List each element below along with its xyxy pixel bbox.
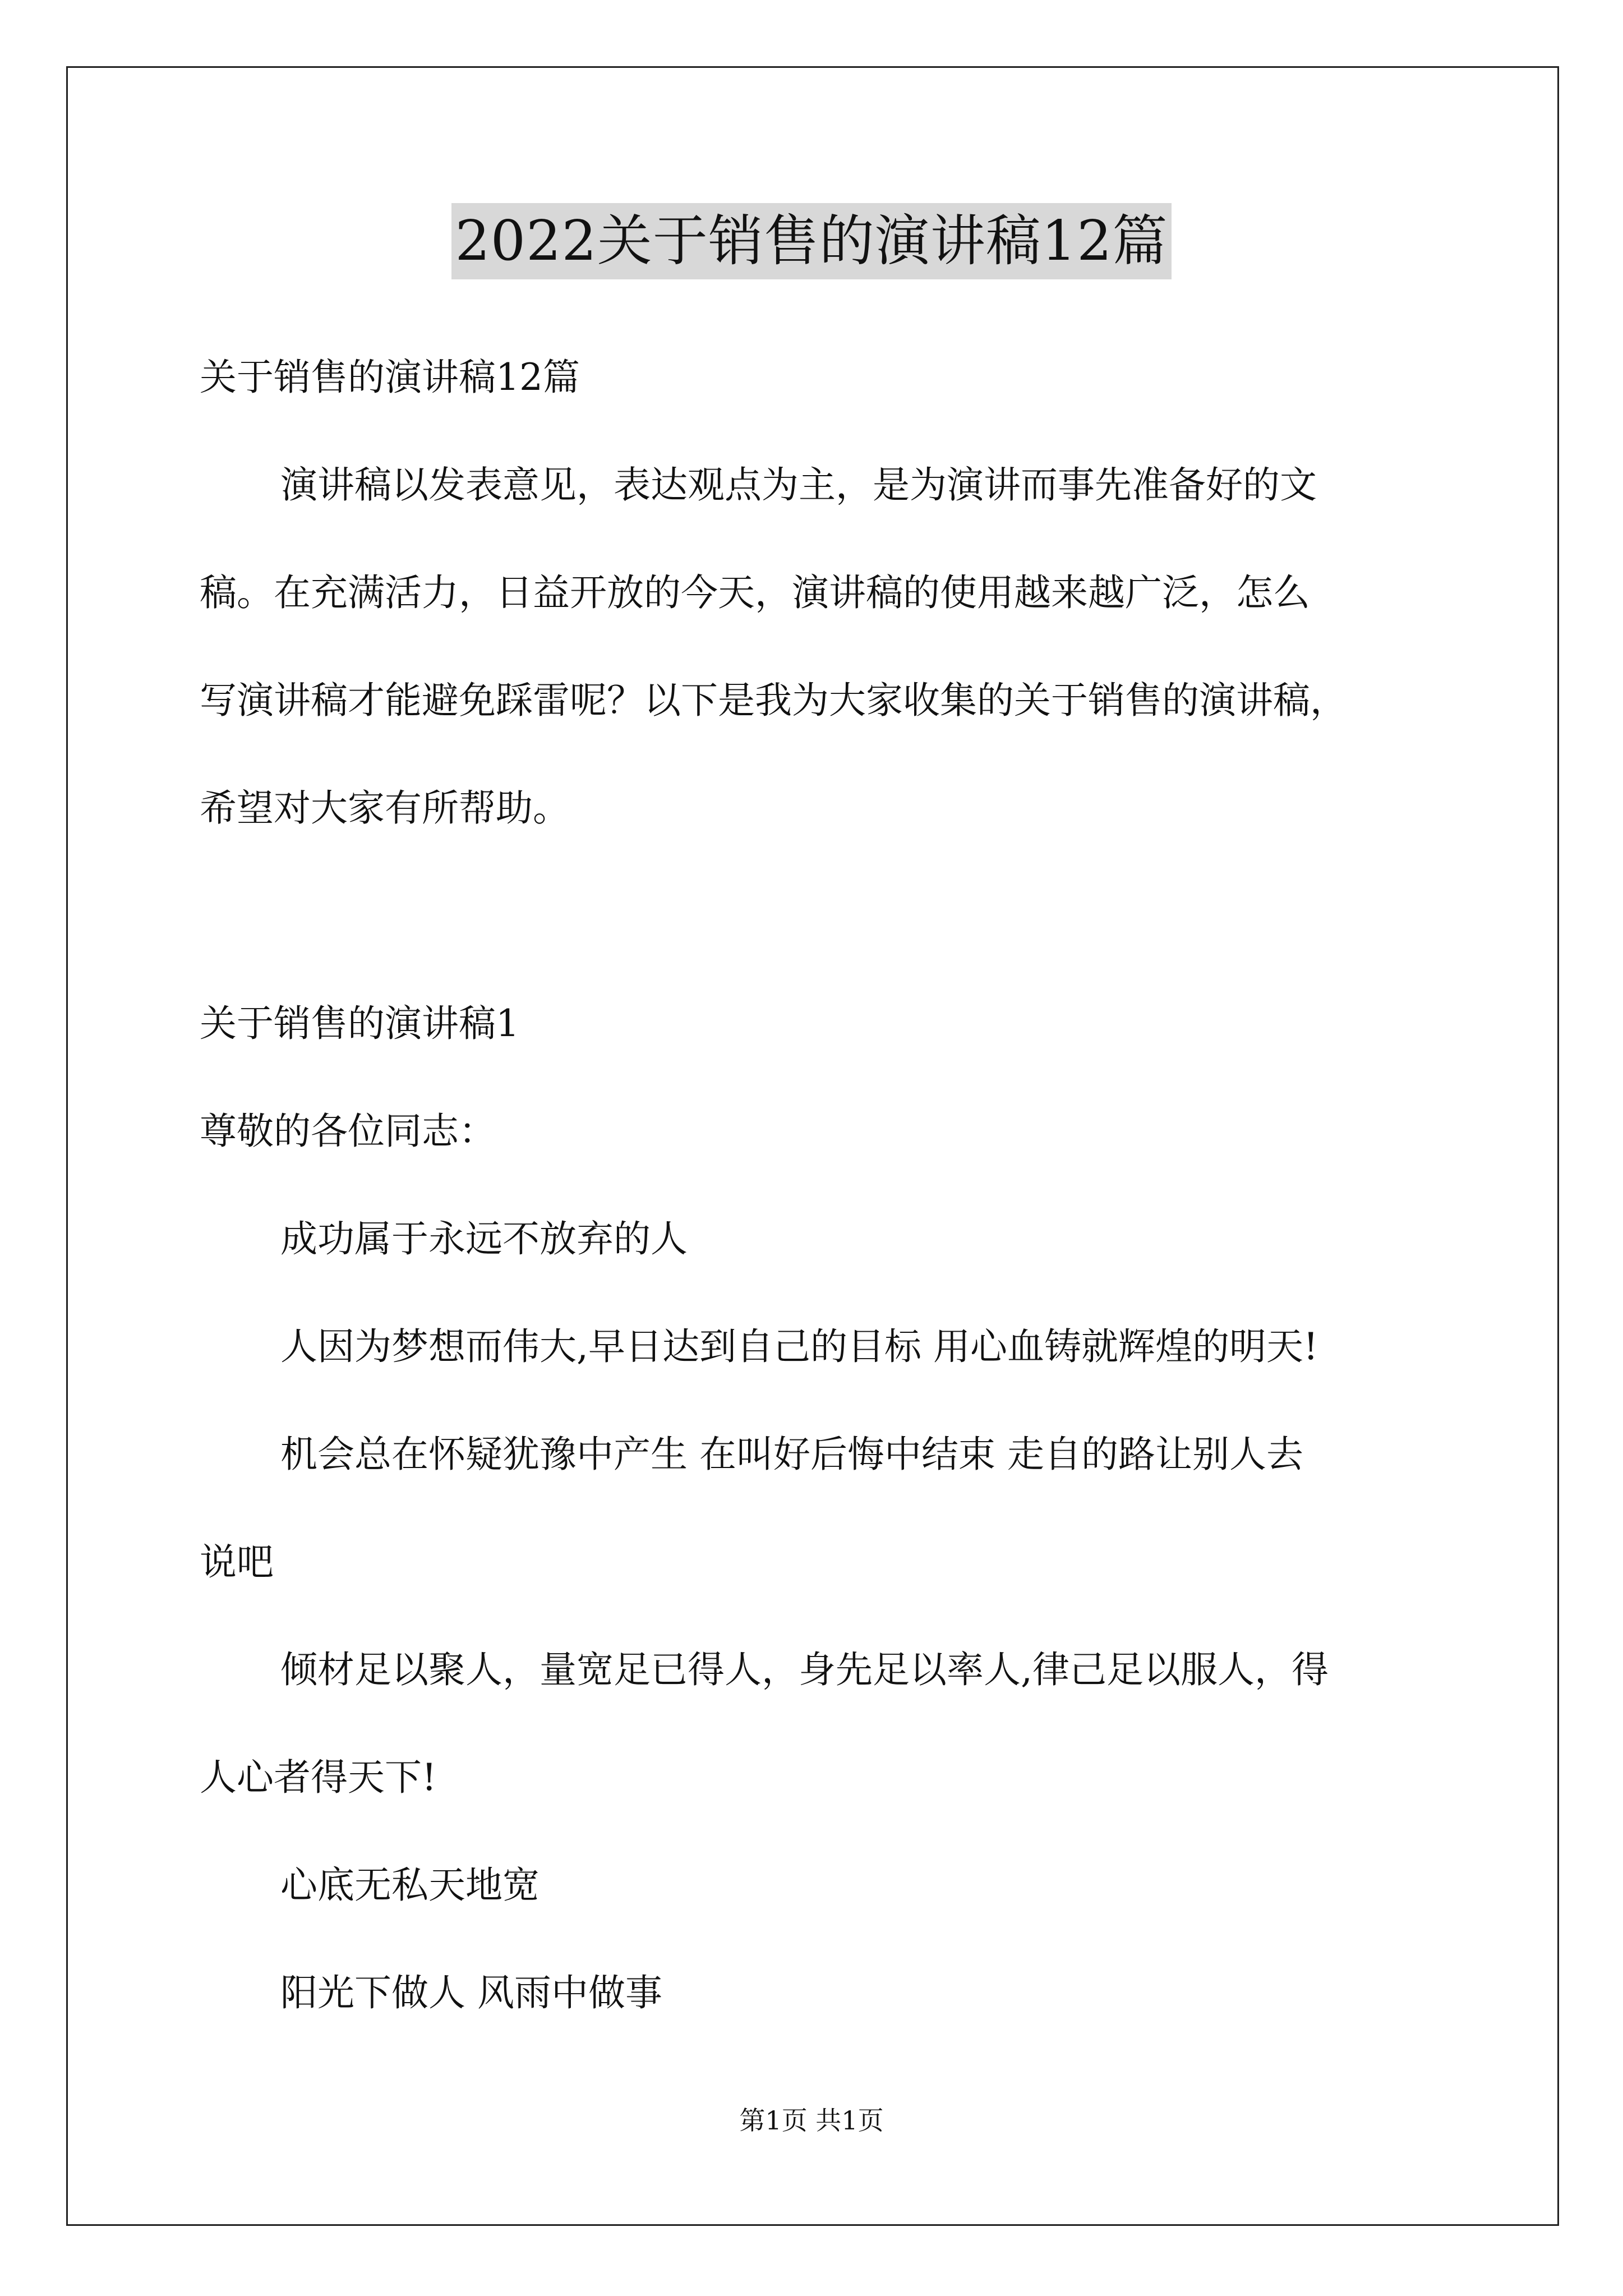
- document-title: 2022关于销售的演讲稿12篇: [451, 203, 1171, 279]
- paragraph-line: 演讲稿以发表意见，表达观点为主，是为演讲而事先准备好的文: [280, 463, 1317, 507]
- salutation-line: 尊敬的各位同志：: [200, 1110, 496, 1153]
- paragraph-line: 阳光下做人 风雨中做事: [280, 1971, 662, 2014]
- paragraph-line: 写演讲稿才能避免踩雷呢？以下是我为大家收集的关于销售的演讲稿，: [200, 679, 1347, 722]
- section-heading: 关于销售的演讲稿1: [200, 1002, 519, 1045]
- paragraph-line: 说吧: [200, 1540, 274, 1584]
- paragraph-line: 机会总在怀疑犹豫中产生 在叫好后悔中结束 走自的路让别人去: [280, 1433, 1303, 1476]
- paragraph-line: 心底无私天地宽: [280, 1864, 540, 1907]
- title-container: [0, 203, 1623, 279]
- paragraph-line: 希望对大家有所帮助。: [200, 786, 570, 830]
- paragraph-line: 人因为梦想而伟大,早日达到自己的目标 用心血铸就辉煌的明天!: [280, 1325, 1318, 1368]
- paragraph-line: 倾材足以聚人，量宽足已得人，身先足以率人,律己足以服人，得: [280, 1648, 1329, 1691]
- paragraph-line: 人心者得天下!: [200, 1756, 437, 1799]
- paragraph-line: 成功属于永远不放弃的人: [280, 1217, 688, 1260]
- paragraph-line: 稿。在充满活力，日益开放的今天，演讲稿的使用越来越广泛，怎么: [200, 571, 1310, 614]
- subtitle-line: 关于销售的演讲稿12篇: [200, 356, 580, 399]
- page-footer: 第1页 共1页: [739, 2105, 884, 2136]
